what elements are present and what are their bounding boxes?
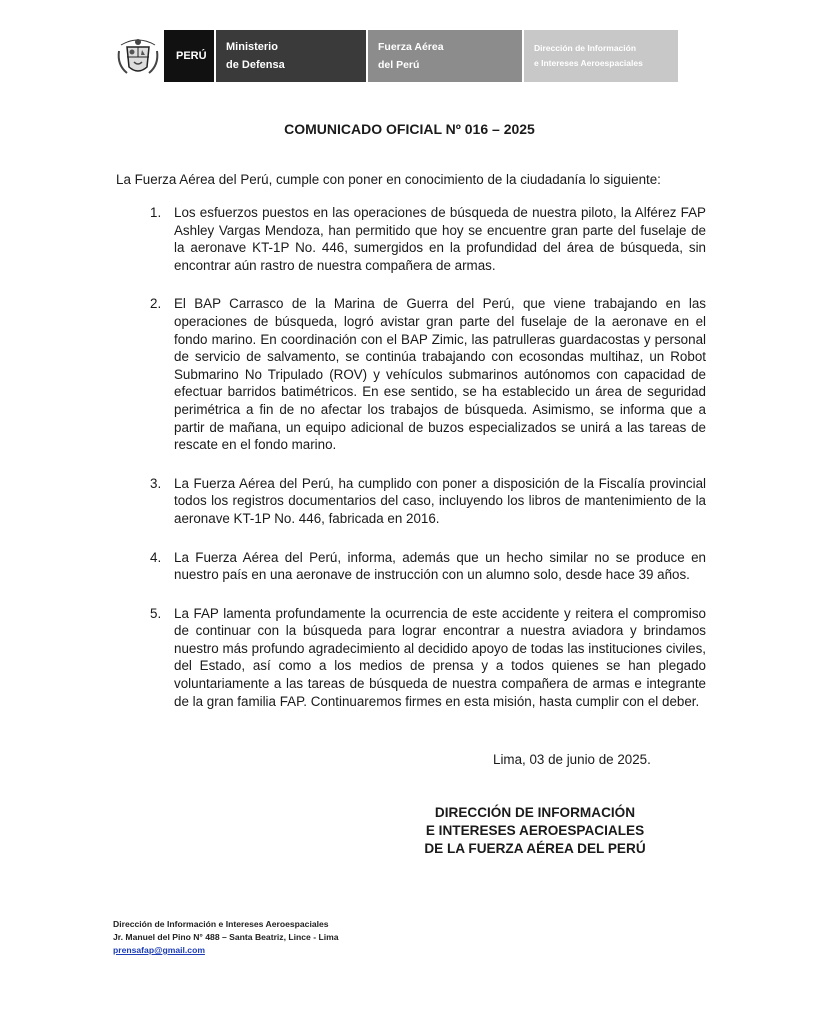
- document-date: Lima, 03 de junio de 2025.: [493, 752, 651, 767]
- list-item: [150, 295, 706, 453]
- footer-contact: [113, 918, 339, 957]
- footer-office: Dirección de Información e Intereses Aeroespaciales: [113, 919, 329, 929]
- item-number: 3.: [150, 475, 162, 491]
- list-item: [150, 204, 706, 274]
- signature-line3: DE LA FUERZA AÉREA DEL PERÚ: [424, 841, 646, 856]
- ministerio-line1: Ministerio: [226, 41, 278, 53]
- item-number: 5.: [150, 605, 162, 621]
- peru-coat-of-arms-icon: [112, 30, 164, 82]
- item-text: La FAP lamenta profundamente la ocurrencia de este accidente y reitera el compromiso de continuar con la búsqueda para lograr encontrar a nuestra aviadora y brindamos nuestro más profundo agradecimiento al decidido apoyo de todas las instituciones civiles, del Estado, así como a los medios de prensa y a todos quienes se han plegado voluntariamente a las tareas de búsqueda de nuestra compañera de armas e integrante de la gran familia FAP. Continuaremos firmes en esta misión, hasta cumplir con el deber.: [174, 605, 706, 709]
- intro-paragraph: La Fuerza Aérea del Perú, cumple con poner en conocimiento de la ciudadanía lo siguiente:: [116, 172, 661, 187]
- footer-address: Jr. Manuel del Pino N° 488 – Santa Beatriz, Lince - Lima: [113, 932, 339, 942]
- document-title: COMUNICADO OFICIAL Nº 016 – 2025: [284, 121, 535, 137]
- item-text: El BAP Carrasco de la Marina de Guerra del Perú, que viene trabajando en las operaciones de búsqueda, logró avistar gran parte del fuselaje de la aeronave en el fondo marino. En coordinación con el BAP Zimic, las patrulleras guardacostas y personal de servicio de salvamento, se continúa trabajando con ecosondas multihaz, un Robot Submarino No Tripulado (ROV) y vehículos submarinos autónomos con capacidad de efectuar barridos batimétricos. En ese sentido, se ha establecido un área de seguridad perimétrica a fin de no afectar los trabajos de búsqueda. Asimismo, se informa que a partir de mañana, un equipo adicional de buzos especializados se unirá a las tareas de rescate en el fondo marino.: [174, 296, 706, 453]
- item-text: La Fuerza Aérea del Perú, ha cumplido con poner a disposición de la Fiscalía provincial todos los registros documentarios del caso, incluyendo los libros de mantenimiento de la aeronave KT-1P No. 446, fabricada en 2016.: [174, 475, 706, 526]
- item-number: 1.: [150, 205, 162, 220]
- fap-line2: del Perú: [378, 59, 420, 71]
- direccion-line1: Dirección de Información: [534, 43, 637, 53]
- signature-line2: E INTERESES AEROESPACIALES: [425, 823, 645, 838]
- direccion-block: [524, 30, 678, 82]
- list-item: [150, 549, 706, 584]
- direccion-line2: e Intereses Aeroespaciales: [534, 58, 643, 68]
- item-text: La Fuerza Aérea del Perú, informa, además que un hecho similar no se produce en nuestro país en una aeronave de instrucción con un alumno solo, desde hace 39 años.: [174, 549, 706, 583]
- numbered-list: [150, 204, 706, 710]
- signature-line1: DIRECCIÓN DE INFORMACIÓN: [434, 805, 636, 820]
- peru-label: PERÚ: [176, 50, 207, 62]
- list-item: [150, 605, 706, 711]
- item-number: 2.: [150, 296, 162, 312]
- footer-email-link[interactable]: prensafap@gmail.com: [113, 945, 205, 955]
- ministerio-block: [216, 30, 366, 82]
- item-number: 4.: [150, 549, 162, 565]
- signature-block: [400, 804, 670, 858]
- fap-line1: Fuerza Aérea: [378, 41, 444, 53]
- ministerio-line2: de Defensa: [226, 59, 285, 71]
- item-text: Los esfuerzos puestos en las operaciones de búsqueda de nuestra piloto, la Alférez FAP Ashley Vargas Mendoza, han permitido que hoy se encuentre gran parte del fuselaje de la aeronave KT-1P No. 446, sumergidos en la profundidad del área de búsqueda, sin encontrar aún rastro de nuestra compañera de armas.: [174, 205, 706, 273]
- list-item: [150, 475, 706, 528]
- institutional-header: [112, 30, 678, 82]
- fap-block: [368, 30, 522, 82]
- peru-label-block: [164, 30, 214, 82]
